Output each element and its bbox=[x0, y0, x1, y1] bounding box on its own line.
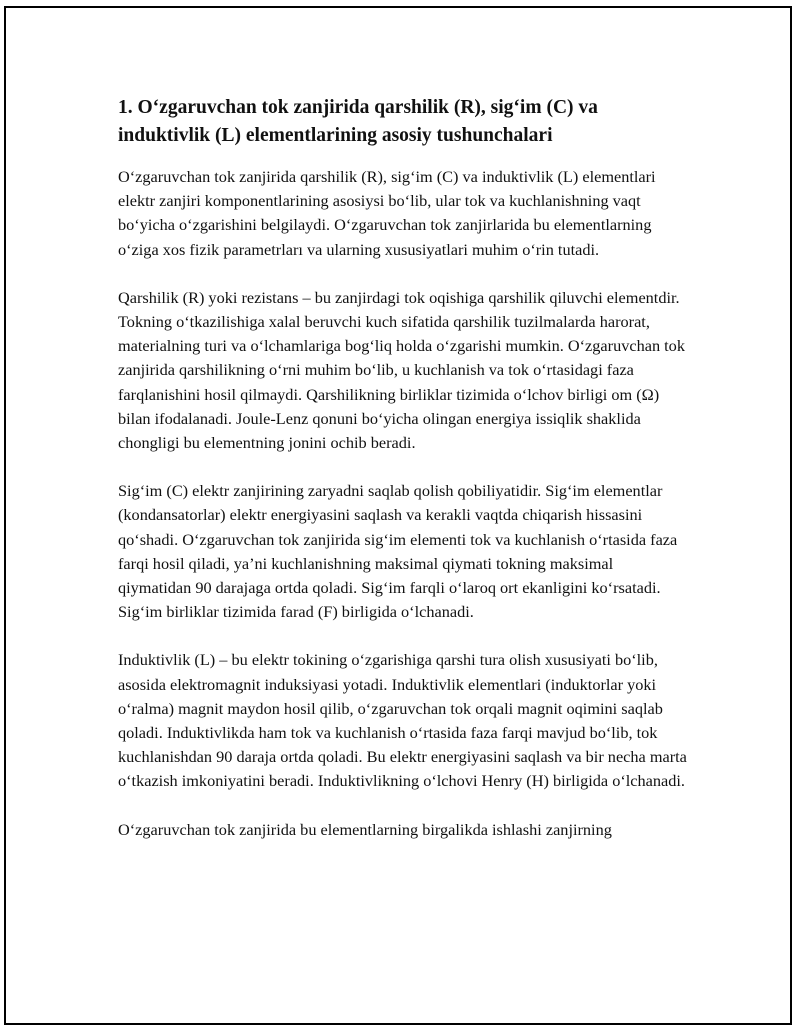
paragraph-capacitance: Sig‘im (C) elektr zanjirining zaryadni saqlab qolish qobiliyatidir. Sig‘im elementlar (kondansatorlar) elektr energiyasini saqlash va kerakli vaqtda chiqarish hissasini qo‘shadi. O‘zgaruvchan tok zanjirida sig‘im elementi tok va kuchlanish o‘rtasida faza farqi hosil qiladi, ya’ni kuchlanishning maksimal qiymati tokning maksimal qiymatidan 90 darajaga ortda qoladi. Sig‘im farqli o‘laroq ort ekanligini ko‘rsatadi. Sig‘im birliklar tizimida farad (F) birligida o‘lchanadi. bbox=[118, 481, 678, 622]
section-heading: 1. O‘zgaruvchan tok zanjirida qarshilik (R), sig‘im (C) va induktivlik (L) elementlarining asosiy tushunchalari bbox=[118, 97, 598, 146]
paragraph-intro: O‘zgaruvchan tok zanjirida qarshilik (R), sig‘im (C) va induktivlik (L) elementlari elektr zanjiri komponentlarining asosiysi bo‘lib, ular tok va kuchlanishning vaqt bo‘yicha o‘zgarishini belgilaydi. O‘zgaruvchan tok zanjirlarida bu elementlarning o‘ziga xos fizik parametrları va ularning xususiyatlari muhim o‘rin tutadi. bbox=[118, 167, 656, 259]
document-body bbox=[118, 94, 688, 866]
paragraph-combined: O‘zgaruvchan tok zanjirida bu elementlarning birgalikda ishlashi zanjirning bbox=[118, 819, 612, 839]
paragraph-resistance: Qarshilik (R) yoki rezistans – bu zanjirdagi tok oqishiga qarshilik qiluvchi elementdir. Tokning o‘tkazilishiga xalal beruvchi kuch sifatida qarshilik tuzilmalarda harorat, materialning turi va o‘lchamlariga bog‘liq holda o‘zgarishi mumkin. O‘zgaruvchan tok zanjirida qarshilikning o‘rni muhim bo‘lib, u kuchlanish va tok o‘rtasidagi faza farqlanishini hosil qilmaydi. Qarshilikning birliklar tizimida o‘lchov birligi om (Ω) bilan ifodalanadi. Joule-Lenz qonuni bo‘yicha olingan energiya issiqlik shaklida chongligi bu elementning jonini ochib beradi. bbox=[118, 287, 685, 453]
paragraph-inductance: Induktivlik (L) – bu elektr tokining o‘zgarishiga qarshi tura olish xususiyati bo‘lib, asosida elektromagnit induksiyasi yotadi. Induktivlik elementlari (induktorlar yoki o‘ralma) magnit maydon hosil qilib, o‘zgaruvchan tok orqali magnit oqimini saqlab qoladi. Induktivlikda ham tok va kuchlanish o‘rtasida faza farqi mavjud bo‘lib, tok kuchlanishdan 90 daraja ortda qoladi. Bu elektr energiyasini saqlash va bir necha marta o‘tkazish imkoniyatini beradi. Induktivlikning o‘lchovi Henry (H) birligida o‘lchanadi. bbox=[118, 650, 687, 791]
